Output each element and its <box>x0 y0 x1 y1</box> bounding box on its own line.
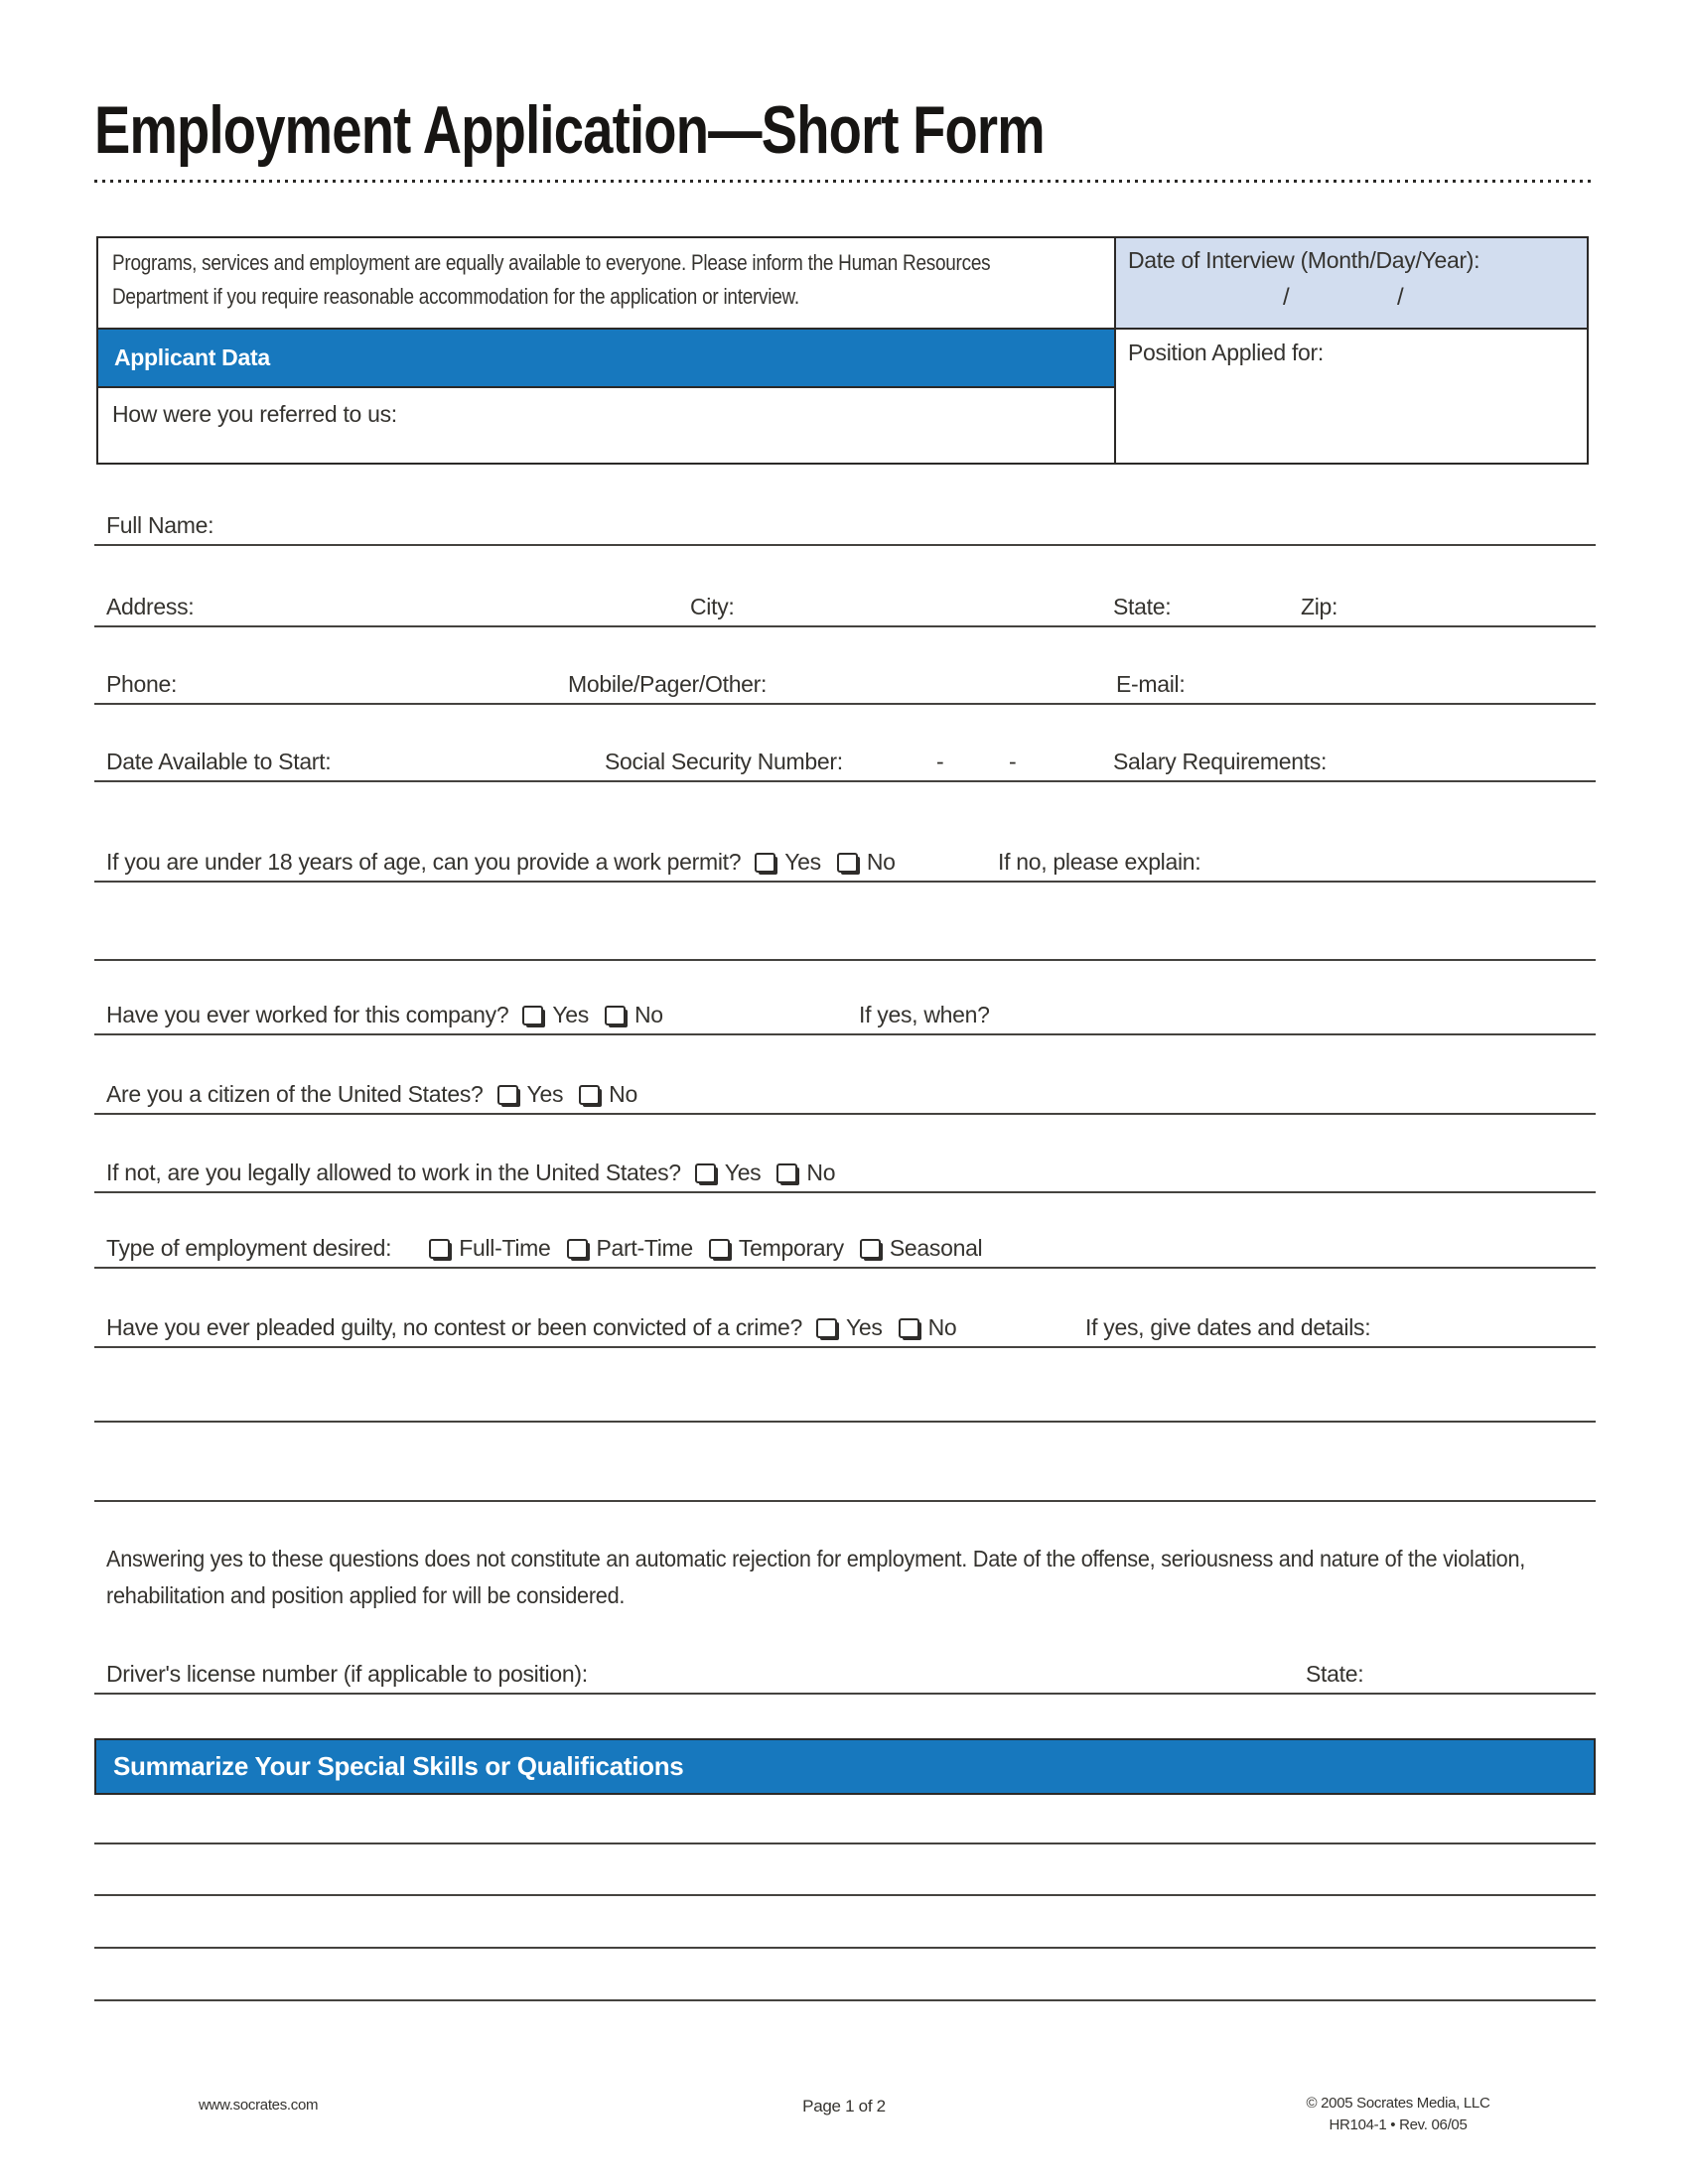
date-of-interview-label: Date of Interview (Month/Day/Year): <box>1128 247 1480 273</box>
work-permit-yes-label: Yes <box>784 849 821 875</box>
date-of-interview-cell[interactable] <box>1114 238 1587 330</box>
position-applied-label: Position Applied for: <box>1128 340 1324 365</box>
drivers-license-state-label: State: <box>1306 1661 1364 1687</box>
phone-label: Phone: <box>106 671 178 697</box>
ssn-label: Social Security Number: <box>605 749 843 774</box>
equal-opportunity-note-cell <box>98 238 1114 330</box>
crime-details-line-2[interactable] <box>94 1456 1596 1502</box>
worked-before-row[interactable] <box>94 990 1596 1035</box>
worked-before-no-checkbox[interactable] <box>605 1006 626 1025</box>
legally-allowed-yes-label: Yes <box>724 1160 762 1185</box>
worked-before-followup-label: If yes, when? <box>859 1002 990 1027</box>
citizen-no-label: No <box>609 1081 637 1107</box>
ssn-dash-2: - <box>1009 749 1017 774</box>
applicant-data-section-header <box>98 330 1114 388</box>
state-label: State: <box>1113 594 1172 619</box>
skills-line-4[interactable] <box>94 1956 1596 2001</box>
citizen-yes-checkbox[interactable] <box>497 1085 518 1105</box>
city-label: City: <box>690 594 735 619</box>
address-label: Address: <box>106 594 195 619</box>
legally-allowed-row[interactable] <box>94 1148 1596 1193</box>
date-slash-1: / <box>1283 284 1290 311</box>
worked-before-question: Have you ever worked for this company? <box>106 1002 509 1027</box>
footer-doc-id: HR104-1 • Rev. 06/05 <box>1329 2116 1468 2133</box>
employment-type-row[interactable] <box>94 1223 1596 1269</box>
part-time-label: Part-Time <box>596 1235 693 1261</box>
mobile-label: Mobile/Pager/Other: <box>568 671 768 697</box>
crime-followup-label: If yes, give dates and details: <box>1085 1314 1371 1340</box>
legally-allowed-question: If not, are you legally allowed to work in the United States? <box>106 1160 681 1185</box>
applicant-data-label: Applicant Data <box>114 344 270 370</box>
footer-copyright: © 2005 Socrates Media, LLC <box>1306 2095 1490 2112</box>
skills-header-label: Summarize Your Special Skills or Qualifications <box>113 1751 684 1781</box>
seasonal-label: Seasonal <box>889 1235 983 1261</box>
full-name-row[interactable] <box>94 500 1596 546</box>
crime-yes-label: Yes <box>845 1314 883 1340</box>
referred-cell[interactable] <box>98 388 1114 463</box>
temporary-checkbox[interactable] <box>709 1239 730 1259</box>
citizen-yes-label: Yes <box>526 1081 564 1107</box>
legally-allowed-no-checkbox[interactable] <box>776 1163 797 1183</box>
crime-details-line-1[interactable] <box>94 1377 1596 1423</box>
full-time-checkbox[interactable] <box>429 1239 450 1259</box>
position-applied-cell[interactable] <box>1114 330 1587 463</box>
equal-opportunity-note: Programs, services and employment are equally available to everyone. Please inform the Human Resources Department if you require reasonable accommodation for the application or interview. <box>112 250 991 309</box>
skills-line-3[interactable] <box>94 1903 1596 1949</box>
crime-no-label: No <box>927 1314 957 1340</box>
salary-label: Salary Requirements: <box>1113 749 1328 774</box>
work-permit-question: If you are under 18 years of age, can you provide a work permit? <box>106 849 742 875</box>
worked-before-no-label: No <box>633 1002 663 1027</box>
drivers-license-row[interactable] <box>94 1649 1596 1695</box>
title-divider <box>94 180 1596 183</box>
crime-yes-checkbox[interactable] <box>816 1318 837 1338</box>
part-time-checkbox[interactable] <box>567 1239 588 1259</box>
applicant-info-table <box>96 236 1589 465</box>
page-title: Employment Application—Short Form <box>94 92 1045 168</box>
drivers-license-label: Driver's license number (if applicable to position): <box>106 1661 588 1687</box>
worked-before-yes-checkbox[interactable] <box>522 1006 543 1025</box>
date-slash-2: / <box>1397 284 1404 311</box>
email-label: E-mail: <box>1116 671 1186 697</box>
ssn-dash-1: - <box>936 749 944 774</box>
crime-row[interactable] <box>94 1302 1596 1348</box>
seasonal-checkbox[interactable] <box>860 1239 881 1259</box>
skills-line-2[interactable] <box>94 1850 1596 1896</box>
full-time-label: Full-Time <box>459 1235 551 1261</box>
work-permit-followup-label: If no, please explain: <box>998 849 1201 875</box>
work-permit-row[interactable] <box>94 837 1596 883</box>
work-permit-no-checkbox[interactable] <box>837 853 858 873</box>
date-available-row[interactable] <box>94 737 1596 782</box>
zip-label: Zip: <box>1301 594 1338 619</box>
citizen-no-checkbox[interactable] <box>579 1085 600 1105</box>
conviction-disclaimer-note: Answering yes to these questions does not constitute an automatic rejection for employment. Date of the offense, seriousness and nature of the violation, rehabilitation and position applied for will be considered. <box>106 1546 1526 1608</box>
employment-type-label: Type of employment desired: <box>106 1235 392 1261</box>
work-permit-yes-checkbox[interactable] <box>755 853 775 873</box>
skills-section-header <box>94 1738 1596 1795</box>
skills-line-1[interactable] <box>94 1799 1596 1844</box>
citizen-question: Are you a citizen of the United States? <box>106 1081 484 1107</box>
full-name-label: Full Name: <box>106 512 214 538</box>
crime-no-checkbox[interactable] <box>899 1318 919 1338</box>
phone-row[interactable] <box>94 659 1596 705</box>
footer-copyright-block <box>1299 2093 1497 2136</box>
temporary-label: Temporary <box>738 1235 844 1261</box>
legally-allowed-yes-checkbox[interactable] <box>695 1163 716 1183</box>
work-permit-no-label: No <box>866 849 896 875</box>
date-available-label: Date Available to Start: <box>106 749 332 774</box>
referred-label: How were you referred to us: <box>112 401 397 427</box>
crime-question: Have you ever pleaded guilty, no contest or been convicted of a crime? <box>106 1314 802 1340</box>
footer-website: www.socrates.com <box>199 2097 319 2114</box>
address-row[interactable] <box>94 582 1596 627</box>
worked-before-yes-label: Yes <box>552 1002 589 1027</box>
work-permit-explain-line[interactable] <box>94 915 1596 961</box>
footer-page-number: Page 1 of 2 <box>802 2097 886 2116</box>
citizen-row[interactable] <box>94 1069 1596 1115</box>
legally-allowed-no-label: No <box>806 1160 836 1185</box>
